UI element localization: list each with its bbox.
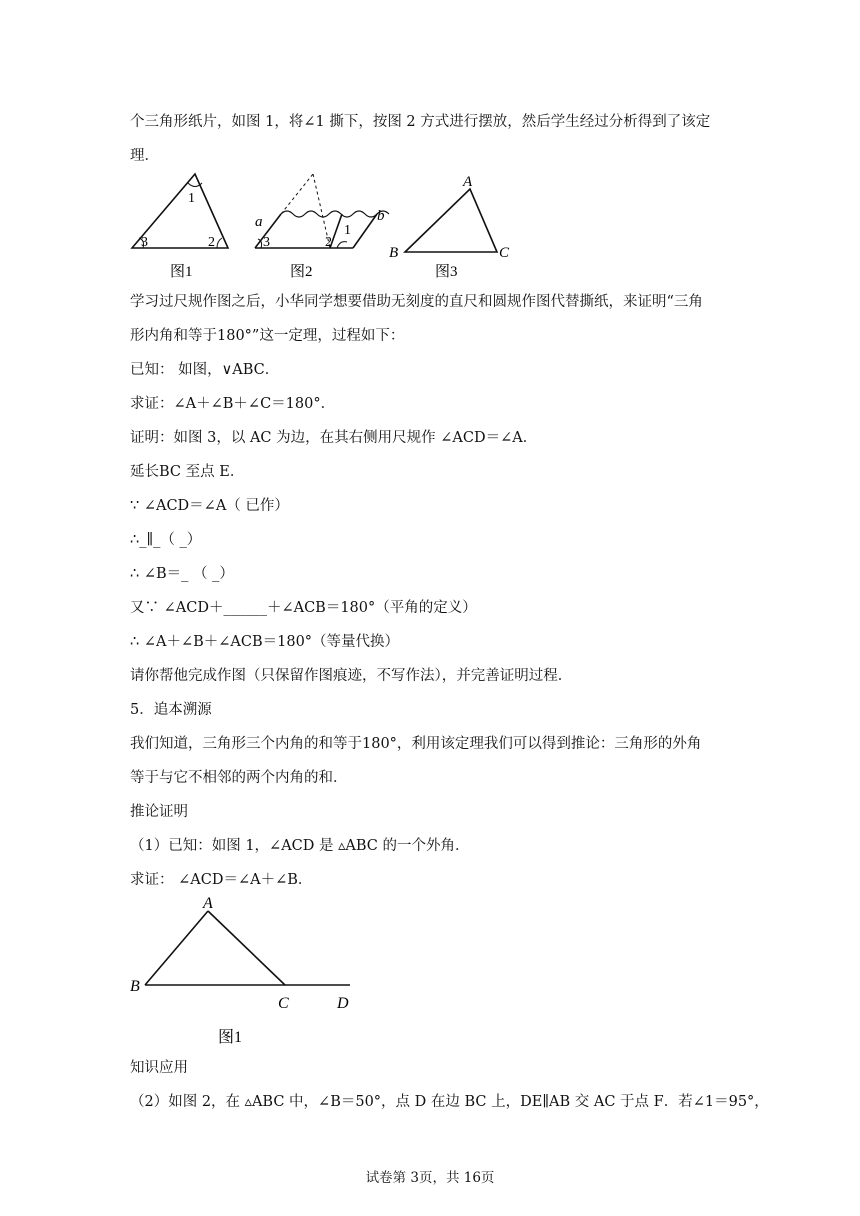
fig2-label-b: b [377, 208, 385, 224]
fig3-triangle [389, 174, 510, 280]
text-line-4: 形内角和等于180°”这一定理，过程如下： [130, 328, 405, 344]
fig3-label-B: B [389, 245, 399, 261]
text-line-18: 推论证明 [130, 804, 188, 820]
text-line-21: 知识应用 [130, 1060, 188, 1076]
fig1-label-3: 3 [141, 235, 148, 250]
text-line-5: 已知： 如图，∨ABC． [130, 362, 280, 378]
text-line-9: ∵ ∠ACD＝∠A（ 已作） [130, 498, 289, 514]
q5-figure [125, 893, 385, 1053]
q5-caption: 图1 [218, 1029, 243, 1046]
fig2-figure [255, 174, 389, 280]
text-line-8: 延长BC 至点 E． [130, 464, 245, 480]
figure-row-123 [125, 168, 525, 283]
text-line-2: 理． [130, 148, 159, 164]
text-line-7: 证明：如图 3，以 AC 为边，在其右侧用尺规作 ∠ACD＝∠A． [130, 430, 538, 446]
text-line-15: 5．追本溯源 [130, 702, 212, 718]
fig2-label-3: 3 [263, 235, 270, 250]
text-line-16: 我们知道，三角形三个内角的和等于180°，利用该定理我们可以得到推论：三角形的外角 [130, 736, 702, 752]
fig3-caption: 图3 [435, 264, 458, 280]
fig1-caption: 图1 [170, 264, 193, 280]
text-line-10: ∴_∥_（ _） [130, 532, 202, 548]
text-line-20: 求证： ∠ACD＝∠A＋∠B． [130, 872, 313, 888]
text-line-19: （1）已知：如图 1，∠ACD 是 ▵ABC 的一个外角． [130, 838, 470, 854]
text-line-22: （2）如图 2，在 ▵ABC 中，∠B＝50°，点 D 在边 BC 上，DE∥AB 交 AC 于点 F．若∠1＝95°， [130, 1094, 769, 1110]
fig2-label-a: a [255, 214, 263, 230]
q5-label-C: C [278, 995, 289, 1012]
fig2-label-1: 1 [344, 223, 351, 238]
text-line-1: 个三角形纸片，如图 1，将∠1 撕下，按图 2 方式进行摆放，然后学生经过分析得到了该定 [130, 114, 711, 130]
text-line-14: 请你帮他完成作图（只保留作图痕迹，不写作法），并完善证明过程． [130, 668, 573, 684]
text-line-11: ∴ ∠B＝_ （ _） [130, 566, 234, 582]
fig1-label-1: 1 [188, 191, 195, 206]
fig1-triangle [132, 174, 228, 280]
text-line-13: ∴ ∠A＋∠B＋∠ACB＝180°（等量代换） [130, 634, 400, 650]
q5-label-D: D [337, 995, 349, 1012]
page-footer: 试卷第 3页，共 16页 [365, 1170, 495, 1186]
text-line-17: 等于与它不相邻的两个内角的和． [130, 770, 348, 786]
text-line-12: 又∵ ∠ACD＋______＋∠ACB＝180°（平角的定义） [130, 600, 477, 616]
fig3-label-C: C [499, 245, 510, 261]
q5-label-B: B [130, 978, 140, 995]
fig2-caption: 图2 [290, 264, 313, 280]
q5-label-A: A [203, 895, 213, 912]
text-line-3: 学习过尺规作图之后，小华同学想要借助无刻度的直尺和圆规作图代替撕纸，来证明“三角 [130, 294, 703, 310]
fig1-label-2: 2 [208, 235, 215, 250]
text-line-6: 求证：∠A＋∠B＋∠C＝180°． [130, 396, 336, 412]
fig3-label-A: A [463, 174, 473, 190]
fig2-label-2: 2 [325, 235, 332, 250]
